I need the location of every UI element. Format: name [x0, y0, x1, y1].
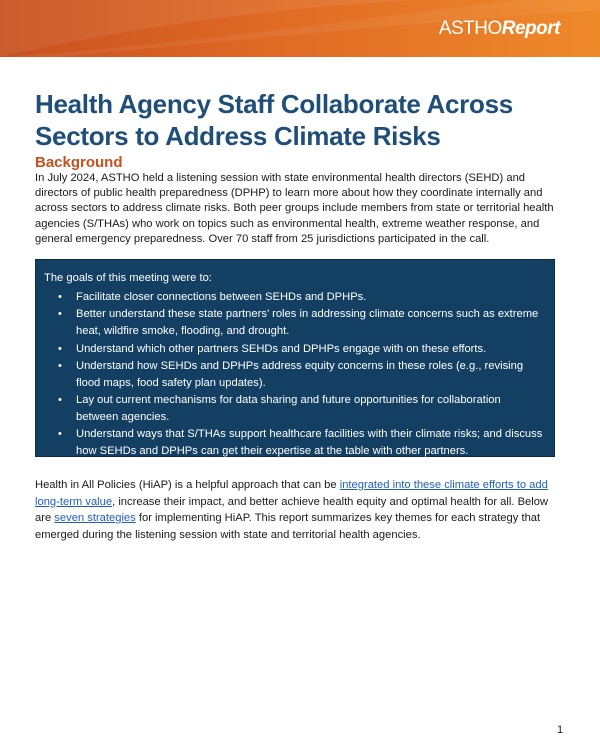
- goals-list-item: [44, 392, 544, 426]
- bullet-icon: •: [58, 428, 62, 441]
- goals-list-item: [44, 341, 544, 358]
- seven-strategies-link[interactable]: seven strategies: [54, 512, 136, 524]
- goals-list: [44, 289, 544, 460]
- background-paragraph: In July 2024, ASTHO held a listening session with state environmental health directors (SEHD) and directors of public health preparedness (DPHP) to learn more about how they coordinate internally and across sectors to address climate risks. Both peer groups include members from state or territorial health agencies (S/THAs) who work on topics such as environmental health, extreme weather response, and general emergency preparedness. Over 70 staff from 25 jurisdictions participated in the call.: [35, 172, 554, 245]
- hiap-text-2: , increase their impact, and better achieve health equity and optimal health for all. Below are: [35, 495, 549, 524]
- page-number: 1: [557, 724, 564, 736]
- goals-intro: The goals of this meeting were to:: [44, 272, 212, 284]
- goals-list-item: [44, 426, 544, 460]
- goal-text: Understand ways that S/THAs support healthcare facilities with their climate risks; and discuss how SEHDs and DPHPs can get their expertise at the table with other partners.: [76, 428, 543, 458]
- goal-text: Understand which other partners SEHDs and DPHPs engage with on these efforts.: [76, 342, 487, 355]
- background-heading: Background: [35, 154, 123, 171]
- hiap-text-3: for implementing HiAP. This report summarizes key themes for each strategy that emerged during the listening session with state and territorial health agencies.: [35, 512, 541, 541]
- hiap-text-1: Health in All Policies (HiAP) is a helpful approach that can be: [35, 479, 340, 491]
- bullet-icon: •: [58, 394, 62, 407]
- climate-efforts-link[interactable]: integrated into these climate efforts to add long-term value: [35, 479, 548, 508]
- bullet-icon: •: [58, 359, 62, 372]
- goal-text: Understand how SEHDs and DPHPs address equity concerns in these roles (e.g., revising flood maps, food safety plan updates).: [76, 359, 524, 389]
- brand-logo-astho: ASTHO: [438, 18, 502, 39]
- bullet-icon: •: [58, 291, 62, 303]
- bullet-icon: •: [58, 342, 62, 355]
- goal-text: Better understand these state partners’ roles in addressing climate concerns such as extreme heat, wildfire smoke, flooding, and drought.: [76, 308, 539, 338]
- brand-logo: [439, 18, 560, 40]
- goal-text: Facilitate closer connections between SEHDs and DPHPs.: [76, 291, 367, 303]
- page-title: Health Agency Staff Collaborate Across Sectors to Address Climate Risks: [35, 89, 513, 151]
- header-band: [0, 0, 600, 57]
- bullet-icon: •: [58, 308, 62, 321]
- goals-callout-box: [35, 259, 555, 457]
- goal-text: Lay out current mechanisms for data sharing and future opportunities for collaboration between agencies.: [76, 394, 501, 423]
- goals-list-item: [44, 289, 544, 306]
- brand-logo-report: Report: [501, 18, 560, 39]
- goals-list-item: [44, 358, 544, 392]
- goals-list-item: [44, 306, 544, 340]
- hiap-paragraph: [35, 477, 565, 543]
